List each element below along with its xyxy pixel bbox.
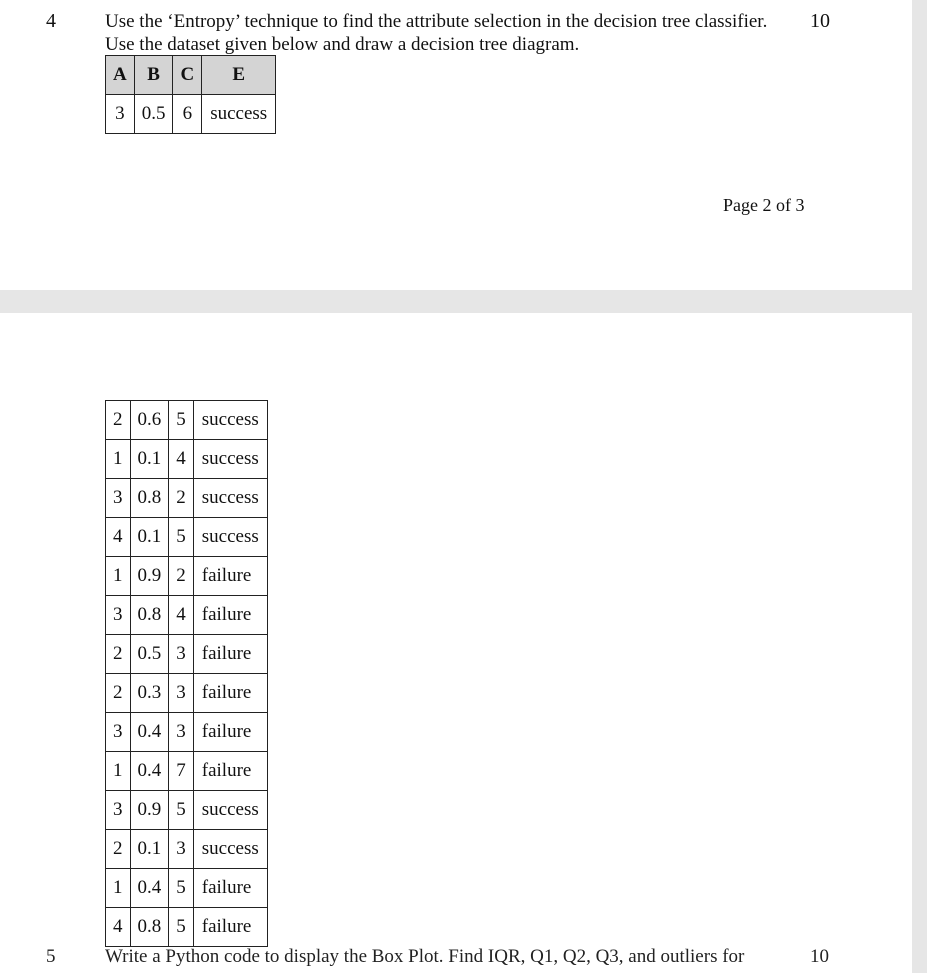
table-cell: 4 xyxy=(106,518,131,557)
table-cell: success xyxy=(193,518,267,557)
table-row xyxy=(106,635,268,674)
table-cell: success xyxy=(193,401,267,440)
table-cell: 2 xyxy=(106,635,131,674)
table-cell: 3 xyxy=(106,596,131,635)
table-cell: 0.1 xyxy=(130,518,169,557)
table-cell: 3 xyxy=(169,674,194,713)
table-cell: 0.8 xyxy=(130,479,169,518)
table-cell: 0.1 xyxy=(130,830,169,869)
table-row xyxy=(106,713,268,752)
table-cell: 0.9 xyxy=(130,791,169,830)
table-cell: 3 xyxy=(169,830,194,869)
table-cell: 2 xyxy=(106,401,131,440)
table-cell: 2 xyxy=(106,830,131,869)
question-text xyxy=(105,10,795,56)
table-row xyxy=(106,791,268,830)
page-3-sheet xyxy=(0,313,912,973)
dataset-table-page-2 xyxy=(105,400,268,947)
table-cell: 0.9 xyxy=(130,557,169,596)
header-b: B xyxy=(134,56,173,95)
table-row xyxy=(106,479,268,518)
table-cell: success xyxy=(193,479,267,518)
table-cell: 1 xyxy=(106,440,131,479)
table-row xyxy=(106,440,268,479)
table-cell: 2 xyxy=(169,557,194,596)
table-cell: 1 xyxy=(106,557,131,596)
header-e: E xyxy=(202,56,276,95)
table-cell: 2 xyxy=(106,674,131,713)
table-cell: 3 xyxy=(169,713,194,752)
table-cell: 4 xyxy=(169,596,194,635)
table-cell: failure xyxy=(193,713,267,752)
table-cell: 0.8 xyxy=(130,596,169,635)
table-cell: 0.1 xyxy=(130,440,169,479)
table-cell: failure xyxy=(193,674,267,713)
page-2-sheet xyxy=(0,0,912,290)
table-cell: 3 xyxy=(106,95,135,134)
table-cell: 5 xyxy=(169,791,194,830)
table-cell: success xyxy=(193,440,267,479)
table-row xyxy=(106,518,268,557)
table-row xyxy=(106,674,268,713)
question-number: 4 xyxy=(46,10,56,32)
question-marks: 10 xyxy=(810,10,830,32)
table-row xyxy=(106,830,268,869)
table-cell: 1 xyxy=(106,869,131,908)
table-cell: success xyxy=(193,791,267,830)
table-cell: 5 xyxy=(169,401,194,440)
table-cell: 3 xyxy=(106,791,131,830)
next-question-number: 5 xyxy=(46,946,56,967)
table-cell: 4 xyxy=(169,440,194,479)
table-cell: 0.4 xyxy=(130,713,169,752)
table-cell: 1 xyxy=(106,752,131,791)
table-row xyxy=(106,596,268,635)
table-cell: 5 xyxy=(169,869,194,908)
table-cell: 3 xyxy=(169,635,194,674)
table-row xyxy=(106,869,268,908)
table-cell: 6 xyxy=(173,95,202,134)
table-cell: 0.8 xyxy=(130,908,169,947)
table-cell: failure xyxy=(193,869,267,908)
question-text-line-2: Use the dataset given below and draw a decision tree diagram. xyxy=(105,34,580,55)
table-cell: 3 xyxy=(106,479,131,518)
table-cell: failure xyxy=(193,596,267,635)
table-cell: 4 xyxy=(106,908,131,947)
table-row xyxy=(106,752,268,791)
header-a: A xyxy=(106,56,135,95)
table-row xyxy=(106,401,268,440)
table-cell: success xyxy=(193,830,267,869)
table-cell: failure xyxy=(193,752,267,791)
next-question-text: Write a Python code to display the Box Plot. Find IQR, Q1, Q2, Q3, and outliers for xyxy=(105,946,745,967)
table-cell: 0.6 xyxy=(130,401,169,440)
table-cell: failure xyxy=(193,635,267,674)
table-cell: 0.5 xyxy=(130,635,169,674)
table-cell: 0.4 xyxy=(130,752,169,791)
table-cell: 3 xyxy=(106,713,131,752)
table-cell: 0.5 xyxy=(134,95,173,134)
next-question-marks: 10 xyxy=(810,946,829,967)
table-cell: 0.4 xyxy=(130,869,169,908)
table-cell: 0.3 xyxy=(130,674,169,713)
page-number: Page 2 of 3 xyxy=(723,195,805,215)
table-row xyxy=(106,95,276,134)
table-row xyxy=(106,557,268,596)
table-cell: success xyxy=(202,95,276,134)
table-cell: 5 xyxy=(169,518,194,557)
table-cell: failure xyxy=(193,908,267,947)
dataset-table-page-1 xyxy=(105,55,276,134)
question-text-line-1: Use the ‘Entropy’ technique to find the attribute selection in the decision tree classifier. xyxy=(105,11,768,32)
table-header-row xyxy=(106,56,276,95)
table-cell: 7 xyxy=(169,752,194,791)
table-cell: failure xyxy=(193,557,267,596)
table-cell: 5 xyxy=(169,908,194,947)
header-c: C xyxy=(173,56,202,95)
table-cell: 2 xyxy=(169,479,194,518)
table-row xyxy=(106,908,268,947)
